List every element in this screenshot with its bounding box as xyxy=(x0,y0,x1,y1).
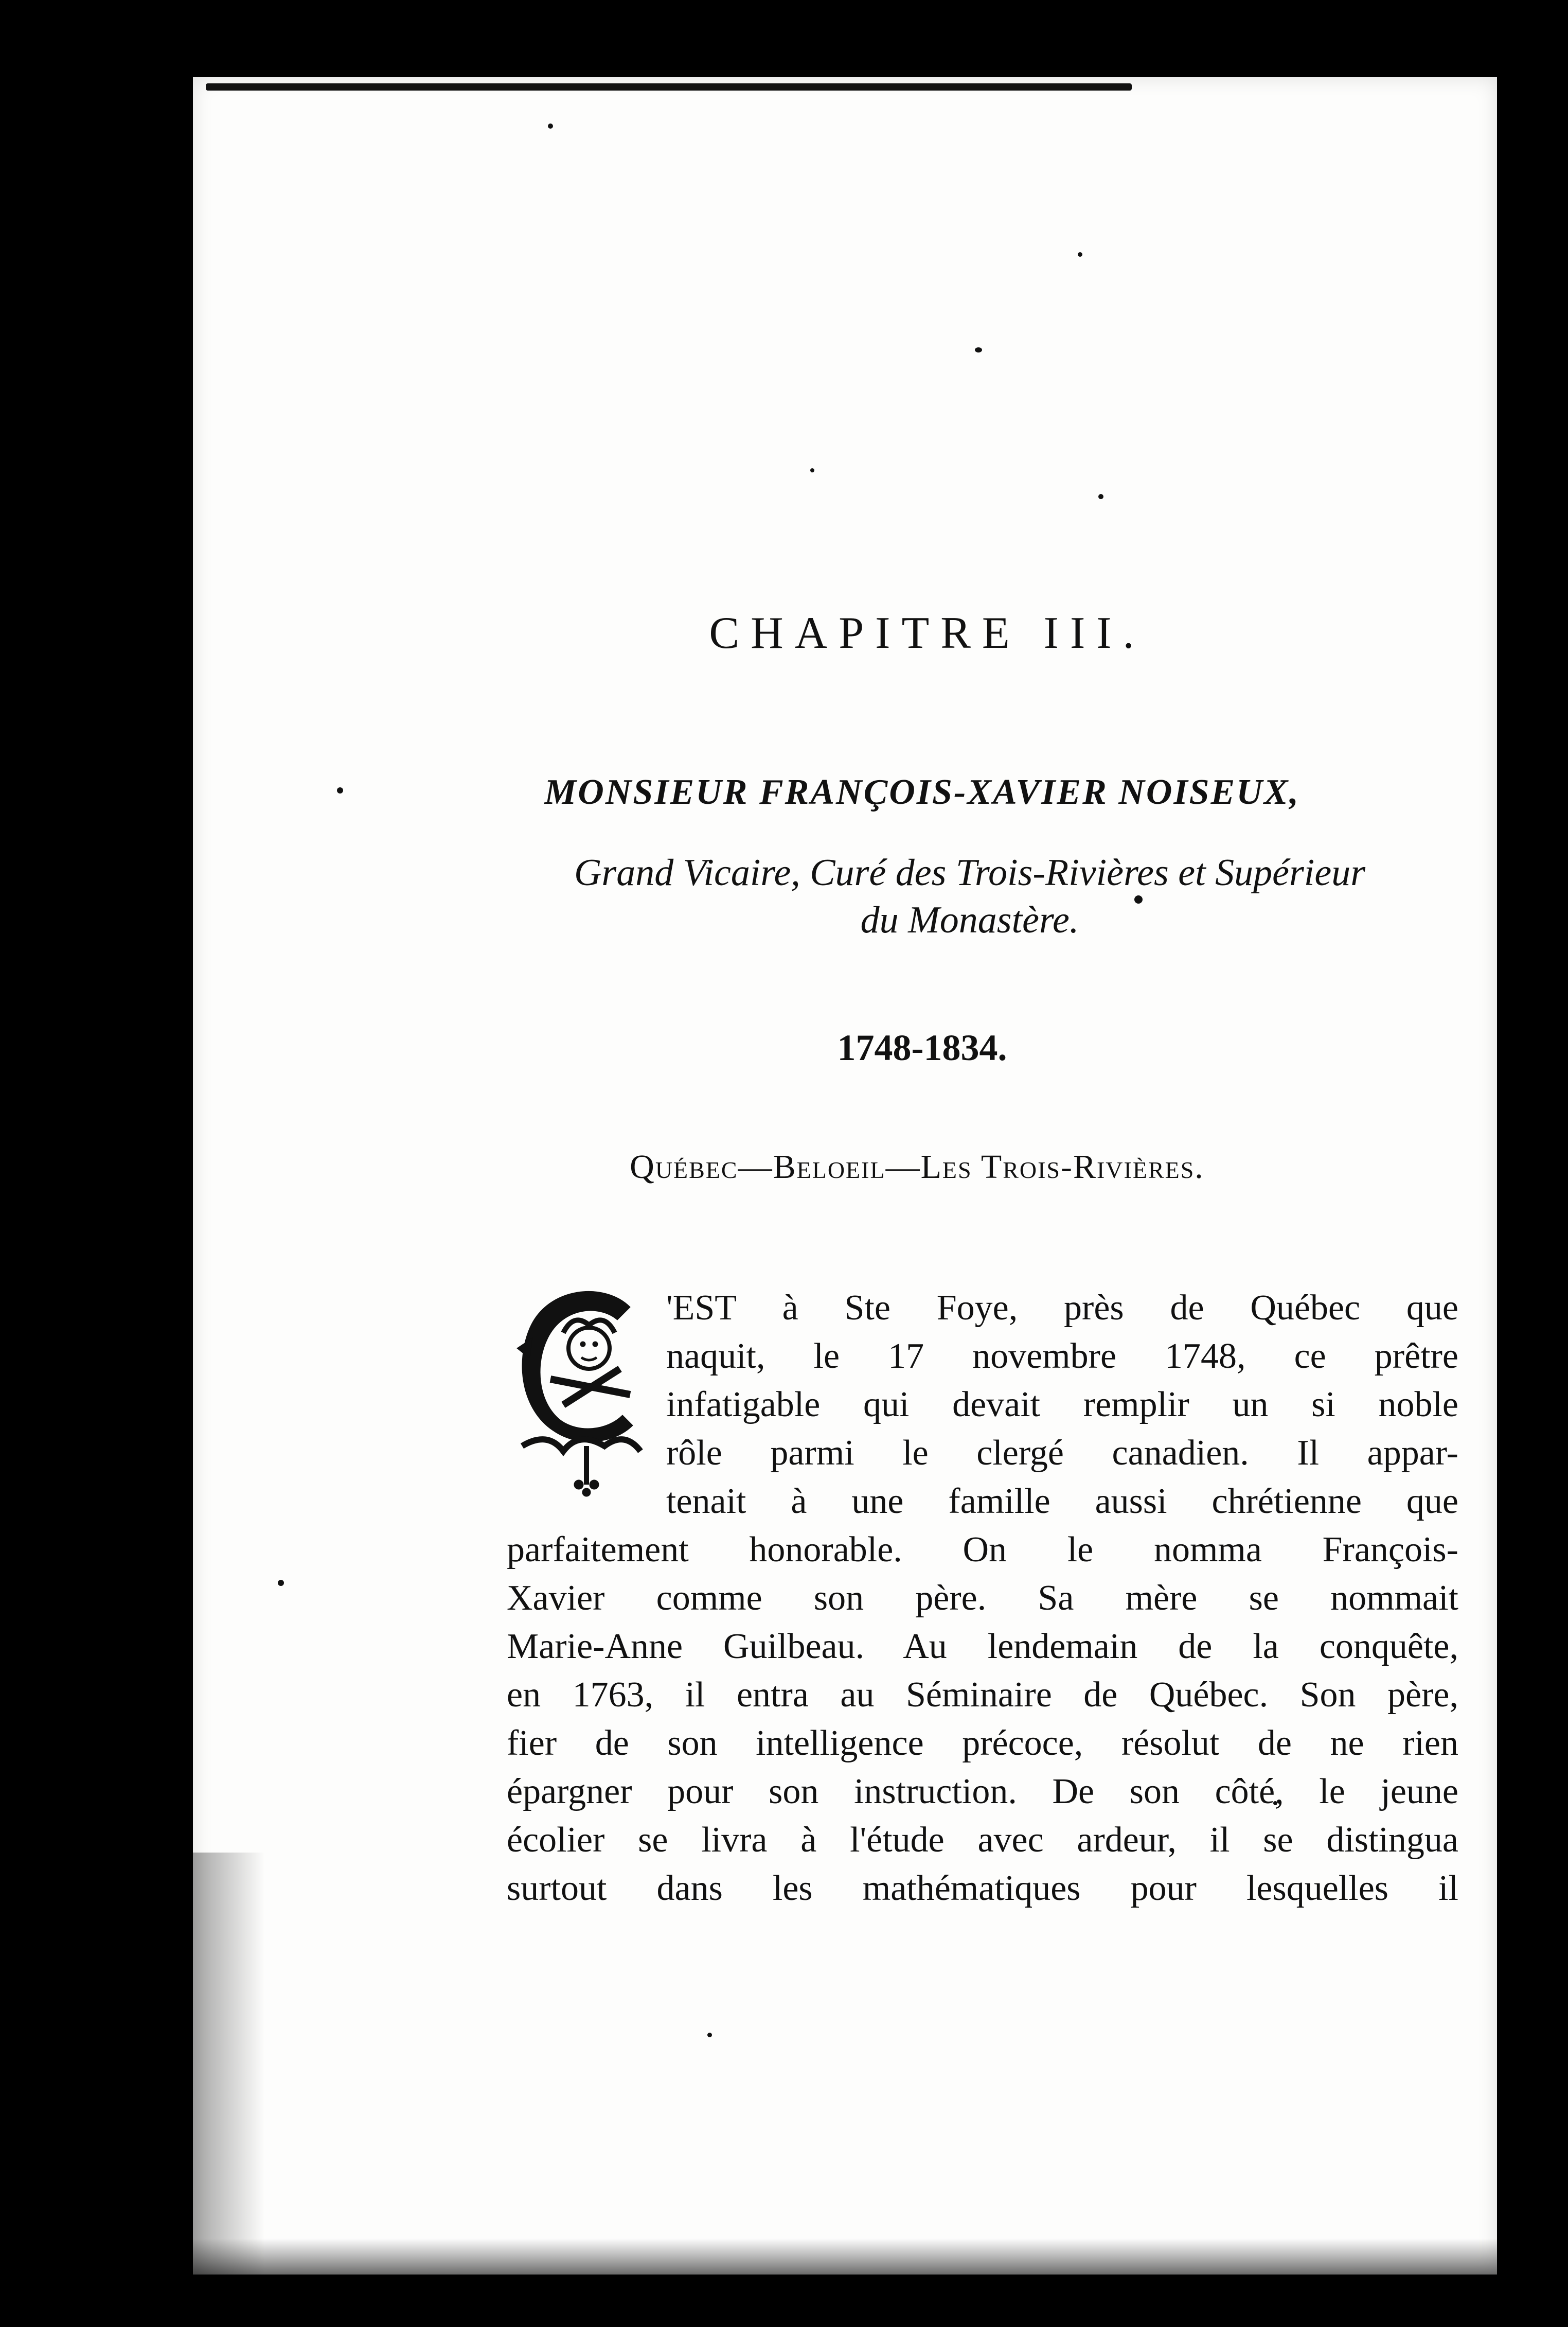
places-subheading: Québec—Beloeil—Les Trois-Rivières. xyxy=(630,1148,1204,1186)
print-speck xyxy=(548,124,553,129)
page-shadow-edge xyxy=(193,1853,265,2275)
print-speck xyxy=(707,2033,712,2037)
text-line: infatigable qui devait remplir un si noble xyxy=(666,1385,1458,1424)
print-speck xyxy=(810,468,814,472)
life-dates: 1748-1834. xyxy=(837,1027,1007,1068)
text-line: Marie-Anne Guilbeau. Au lendemain de la conquête, xyxy=(507,1627,1458,1666)
print-speck xyxy=(975,347,982,352)
page-bottom-shadow xyxy=(193,2238,1497,2275)
text-line: 'EST à Ste Foye, près de Québec que xyxy=(666,1288,1458,1328)
text-line: en 1763, il entra au Séminaire de Québec. Son père, xyxy=(507,1675,1458,1715)
text-line: parfaitement honorable. On le nomma François- xyxy=(507,1530,1458,1570)
text-line: rôle parmi le clergé canadien. Il appar- xyxy=(666,1433,1458,1473)
chapter-subject-titles xyxy=(491,849,1448,944)
body-text xyxy=(507,1284,1458,1913)
top-rule-line xyxy=(206,83,1132,91)
print-speck xyxy=(1098,494,1103,499)
text-line: fier de son intelligence précoce, résolut de ne rien xyxy=(507,1723,1458,1763)
subject-titles-line: du Monastère. xyxy=(860,899,1079,941)
subject-titles-line: Grand Vicaire, Curé des Trois-Rivières et Supérieur xyxy=(574,852,1366,894)
text-line: surtout dans les mathématiques pour lesquelles il xyxy=(507,1868,1458,1908)
print-speck xyxy=(1078,252,1082,257)
chapter-heading: CHAPITRE III. xyxy=(709,608,1146,658)
text-line: épargner pour son instruction. De son côté, le jeune xyxy=(507,1772,1458,1811)
text-line: Xavier comme son père. Sa mère se nommait xyxy=(507,1578,1458,1618)
text-line: tenait à une famille aussi chrétienne que xyxy=(666,1482,1458,1521)
print-speck xyxy=(278,1580,284,1586)
text-line: naquit, le 17 novembre 1748, ce prêtre xyxy=(666,1336,1458,1376)
text-line: écolier se livra à l'étude avec ardeur, il se distingua xyxy=(507,1820,1458,1860)
chapter-subject-name: MONSIEUR FRANÇOIS-XAVIER NOISEUX, xyxy=(544,772,1300,812)
book-page xyxy=(193,77,1497,2275)
